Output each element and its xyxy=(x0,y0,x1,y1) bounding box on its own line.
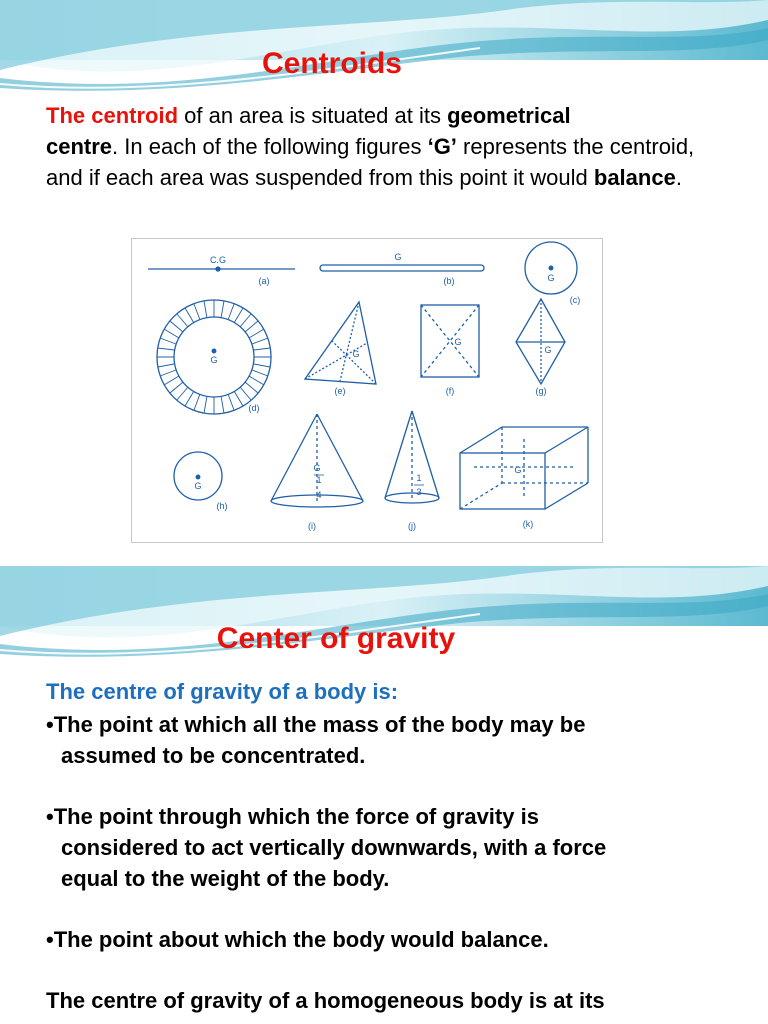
bullet-line: •The point through which the force of gravity is xyxy=(46,804,539,829)
figure-k-label: (k) xyxy=(522,519,534,529)
figure-b-rod xyxy=(320,265,484,271)
figure-b-label: (b) xyxy=(443,276,455,286)
geometrical-term: geometrical xyxy=(447,103,571,128)
figure-d-g-label: G xyxy=(210,355,218,365)
figure-a-label: (a) xyxy=(258,276,270,286)
slide-center-of-gravity xyxy=(0,566,768,1024)
para-text-2: . In each of the following figures xyxy=(112,134,428,159)
figure-j-label: (j) xyxy=(408,521,416,531)
slide-title: Centroids xyxy=(261,47,402,80)
centroid-term: The centroid xyxy=(46,103,179,128)
figure-c-g-label: G xyxy=(547,273,555,283)
bullet-force-of-gravity xyxy=(46,801,736,894)
slide-title: Center of gravity xyxy=(216,622,456,655)
figure-a-centroid xyxy=(216,267,220,271)
bullet-mass-concentrated xyxy=(46,709,736,771)
figure-e-label: (e) xyxy=(334,386,346,396)
bullet-line: assumed to be concentrated. xyxy=(61,743,366,768)
centroid-figures-image xyxy=(131,238,603,543)
figure-g-g-label: G xyxy=(544,345,552,355)
balance-term: balance xyxy=(593,165,676,190)
closing-statement: The centre of gravity of a homogeneous body is at its xyxy=(46,988,605,1013)
figure-i-g-label: G xyxy=(313,463,321,473)
figure-i-one-label: 1 xyxy=(316,475,322,485)
figure-d-label: (d) xyxy=(248,403,260,413)
bullet-line: equal to the weight of the body. xyxy=(61,866,390,891)
figure-h-g-label: G xyxy=(194,481,202,491)
bullet-line: considered to act vertically downwards, with a force xyxy=(61,835,607,860)
figure-c-label: (c) xyxy=(569,295,581,305)
figure-g-label: (g) xyxy=(535,386,547,396)
figure-b-g-label: G xyxy=(394,252,402,262)
figure-i-four-label: 4 xyxy=(316,490,322,500)
centroid-figures-drawing xyxy=(132,239,602,542)
centre-term: centre xyxy=(46,134,113,159)
figure-e-g-label: G xyxy=(352,349,360,359)
cog-definition-heading: The centre of gravity of a body is: xyxy=(46,679,399,704)
figure-f-g-label: G xyxy=(454,337,462,347)
bullet-line: •The point at which all the mass of the body may be xyxy=(46,712,586,737)
figure-j-one-label: 1 xyxy=(416,473,422,483)
g-symbol-term: ‘G’ xyxy=(427,134,457,159)
figure-k-g-label: G xyxy=(514,465,522,475)
para-text-3: represents the centroid, and if each area was suspended from this point it would xyxy=(46,134,695,190)
para-text-4: . xyxy=(675,165,682,190)
figure-e-triangle xyxy=(305,302,376,384)
para-text-1: of an area is situated at its xyxy=(178,103,448,128)
figure-k-box xyxy=(460,427,588,509)
bullet-balance-point xyxy=(46,924,736,955)
figure-i-label: (i) xyxy=(308,521,316,531)
figure-f-label: (f) xyxy=(445,386,455,396)
bullet-line: •The point about which the body would balance. xyxy=(46,927,549,952)
figure-h-label: (h) xyxy=(216,501,228,511)
figure-a-cg-label: C.G xyxy=(209,255,227,265)
figure-j-three-label: 3 xyxy=(416,487,422,497)
centroid-definition-paragraph xyxy=(46,100,726,193)
